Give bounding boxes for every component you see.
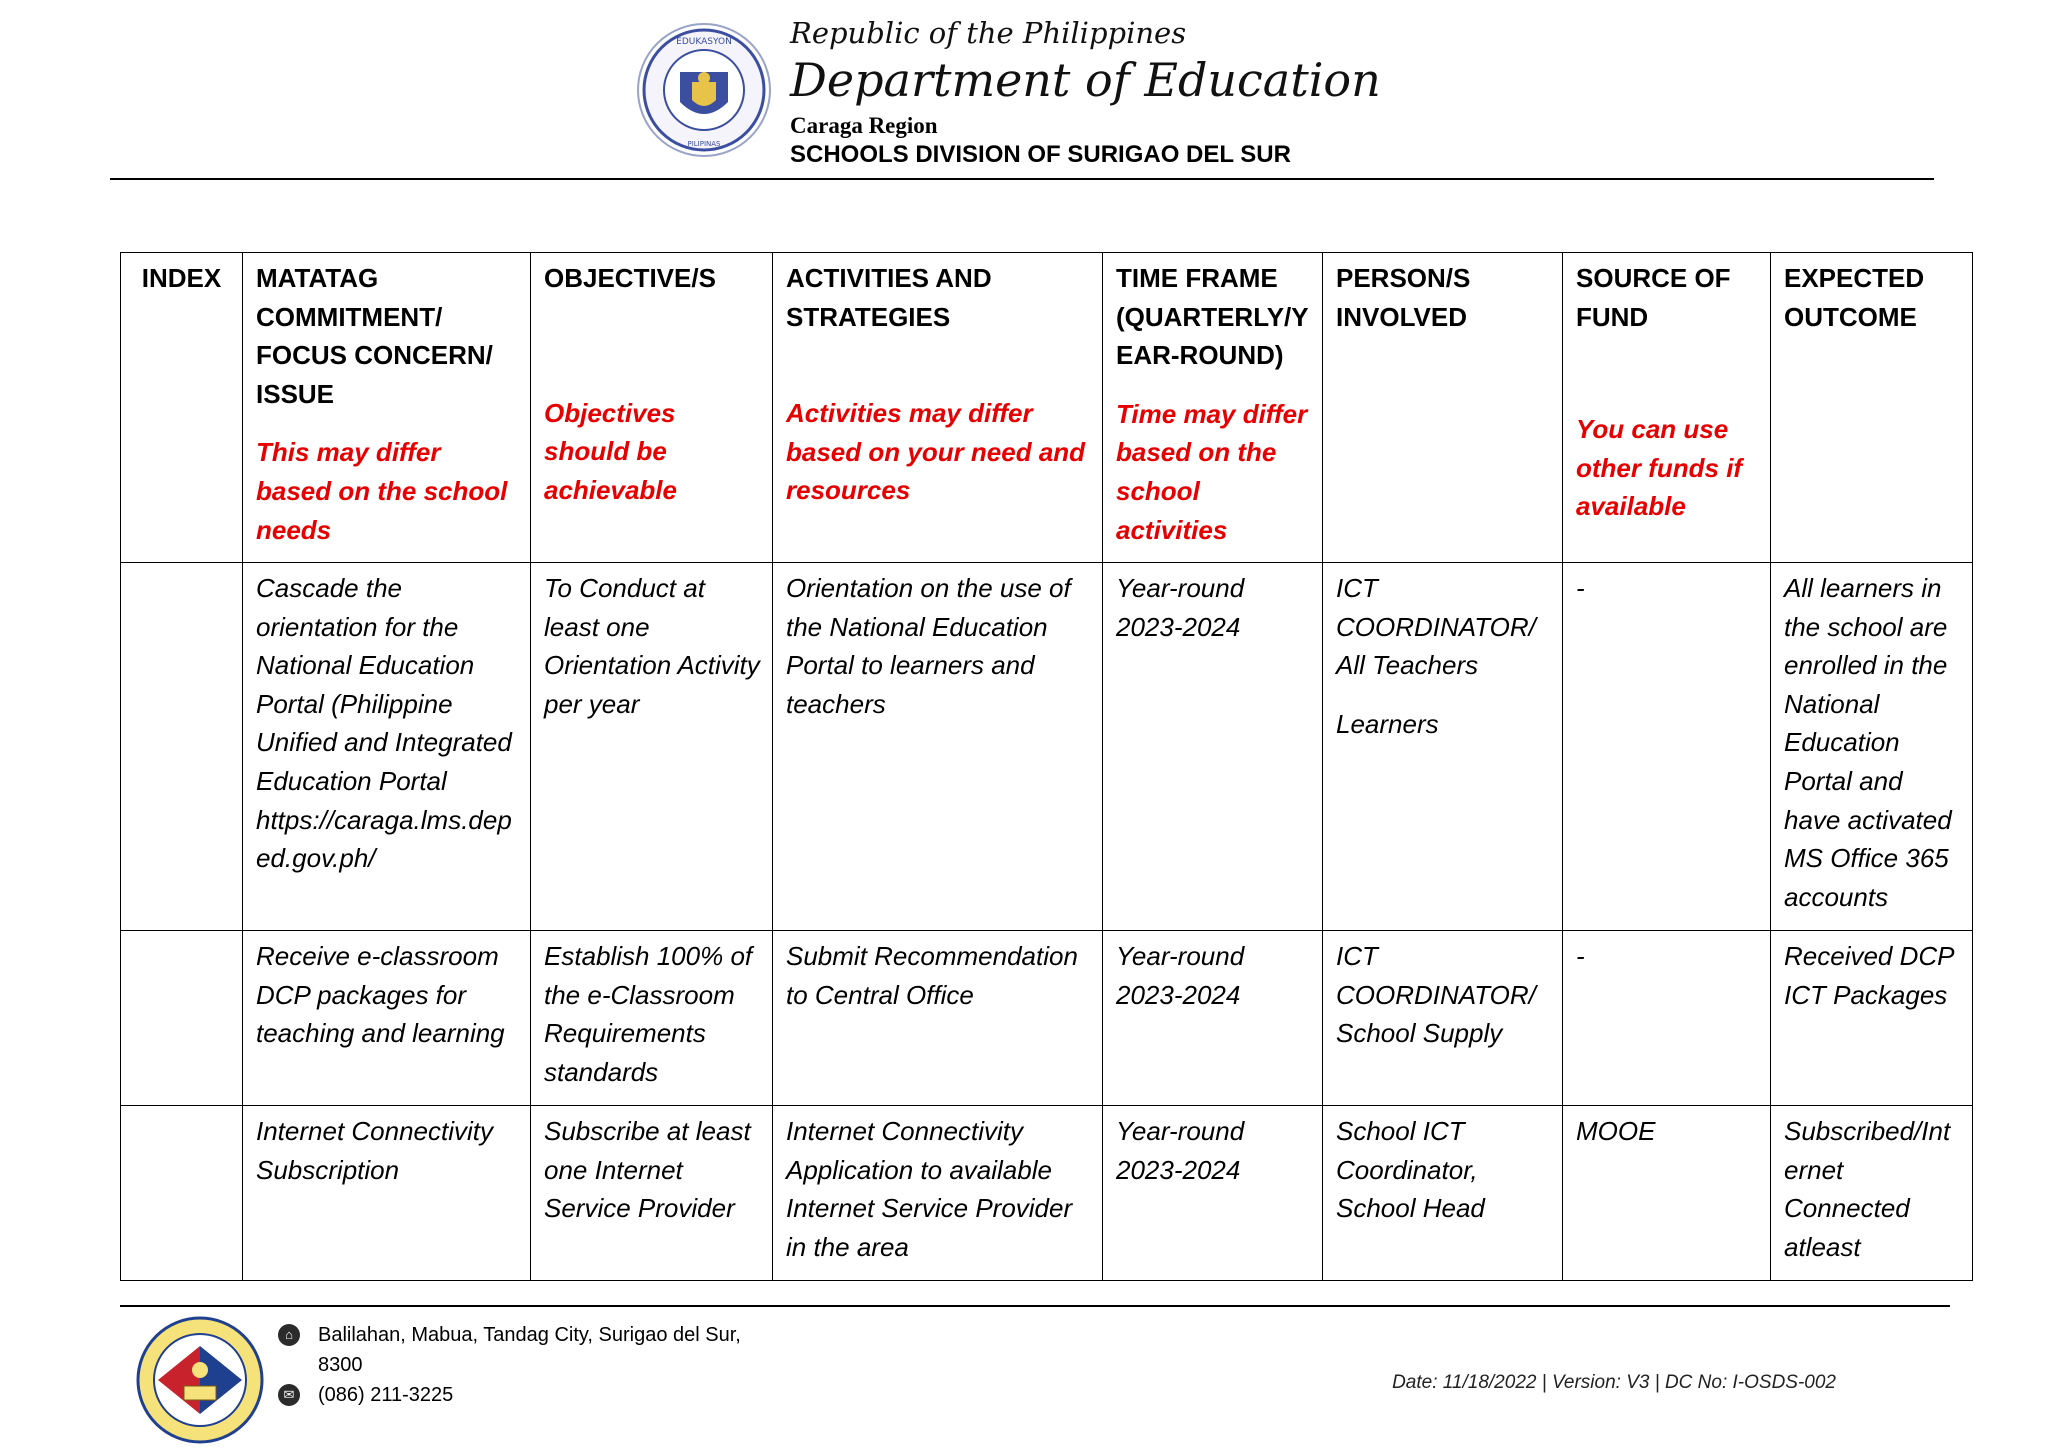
cell-timeframe: Year-round 2023-2024: [1103, 1106, 1323, 1281]
address-line: [278, 1320, 758, 1380]
header-persons: PERSON/S INVOLVED: [1323, 253, 1563, 563]
cell-index: [121, 931, 243, 1106]
cell-outcome: All learners in the school are enrolled in the National Education Portal and have activated MS Office 365 accounts: [1771, 563, 1973, 931]
action-plan-table: [120, 252, 1973, 1281]
phone-text: (086) 211-3225: [318, 1384, 454, 1406]
note-timeframe: Time may differ based on the school activities: [1116, 398, 1308, 545]
table-header-row: [121, 253, 1973, 563]
header-timeframe: TIME FRAME (QUARTERLY/YEAR-ROUND) Time may differ based on the school activities: [1103, 253, 1323, 563]
cell-timeframe: Year-round 2023-2024: [1103, 931, 1323, 1106]
cell-objectives: Subscribe at least one Internet Service Provider: [531, 1106, 773, 1281]
table-row: [121, 563, 1973, 931]
cell-objectives: Establish 100% of the e-Classroom Requirements standards: [531, 931, 773, 1106]
cell-matatag: Receive e-classroom DCP packages for teaching and learning: [243, 931, 531, 1106]
division-seal-logo: [136, 1316, 264, 1444]
cell-outcome: Received DCP ICT Packages: [1771, 931, 1973, 1106]
cell-persons: ICT COORDINATOR/ School Supply: [1323, 931, 1563, 1106]
deped-seal-logo: [636, 22, 772, 158]
header-objectives: OBJECTIVE/S Objectives should be achievable: [531, 253, 773, 563]
header-activities: ACTIVITIES AND STRATEGIES Activities may differ based on your need and resources: [773, 253, 1103, 563]
note-source: You can use other funds if available: [1576, 414, 1743, 522]
cell-persons: School ICT Coordinator, School Head: [1323, 1106, 1563, 1281]
header-divider: [110, 178, 1934, 180]
svg-text:EDUKASYON: EDUKASYON: [676, 37, 732, 47]
persons-extra: Learners: [1336, 708, 1439, 739]
cell-source: MOOE: [1563, 1106, 1771, 1281]
note-matatag: This may differ based on the school needs: [256, 437, 508, 545]
cell-index: [121, 563, 243, 931]
note-objectives: Objectives should be achievable: [544, 397, 677, 505]
persons-main: ICT COORDINATOR/ All Teachers: [1336, 573, 1536, 681]
cell-objectives: To Conduct at least one Orientation Activity per year: [531, 563, 773, 931]
footer-contacts: [278, 1320, 758, 1410]
cell-timeframe: Year-round 2023-2024: [1103, 563, 1323, 931]
cell-index: [121, 1106, 243, 1281]
document-control-info: Date: 11/18/2022 | Version: V3 | DC No: I-OSDS-002: [1392, 1372, 1836, 1393]
department-title: Department of Education: [790, 53, 1381, 107]
header-matatag: MATATAG COMMITMENT/ FOCUS CONCERN/ ISSUE This may differ based on the school needs: [243, 253, 531, 563]
note-activities: Activities may differ based on your need and resources: [786, 398, 1086, 506]
address-text: Balilahan, Mabua, Tandag City, Surigao del Sur, 8300: [318, 1324, 741, 1376]
svg-text:PILIPINAS: PILIPINAS: [687, 140, 721, 148]
cell-activities: Internet Connectivity Application to available Internet Service Provider in the area: [773, 1106, 1103, 1281]
cell-matatag: Cascade the orientation for the National Education Portal (Philippine Unified and Integrated Education Portal https://caraga.lms.deped.gov.ph/: [243, 563, 531, 931]
mail-icon: ✉: [278, 1384, 300, 1406]
division-line: SCHOOLS DIVISION OF SURIGAO DEL SUR: [790, 141, 1291, 168]
cell-source: -: [1563, 931, 1771, 1106]
phone-line: [278, 1380, 758, 1410]
cell-outcome: Subscribed/Internet Connected atleast: [1771, 1106, 1973, 1281]
header-index: INDEX: [121, 253, 243, 563]
cell-matatag: Internet Connectivity Subscription: [243, 1106, 531, 1281]
letterhead: [790, 14, 1381, 170]
cell-activities: Submit Recommendation to Central Office: [773, 931, 1103, 1106]
header-outcome: EXPECTED OUTCOME: [1771, 253, 1973, 563]
cell-source: -: [1563, 563, 1771, 931]
footer-divider: [120, 1305, 1950, 1307]
table-row: [121, 931, 1973, 1106]
cell-persons: [1323, 563, 1563, 931]
table-row: [121, 1106, 1973, 1281]
cell-activities: Orientation on the use of the National Education Portal to learners and teachers: [773, 563, 1103, 931]
header-source: SOURCE OF FUND You can use other funds if available: [1563, 253, 1771, 563]
home-icon: ⌂: [278, 1324, 300, 1346]
region-line: Caraga Region: [790, 113, 938, 138]
republic-line: Republic of the Philippines: [790, 16, 1187, 50]
